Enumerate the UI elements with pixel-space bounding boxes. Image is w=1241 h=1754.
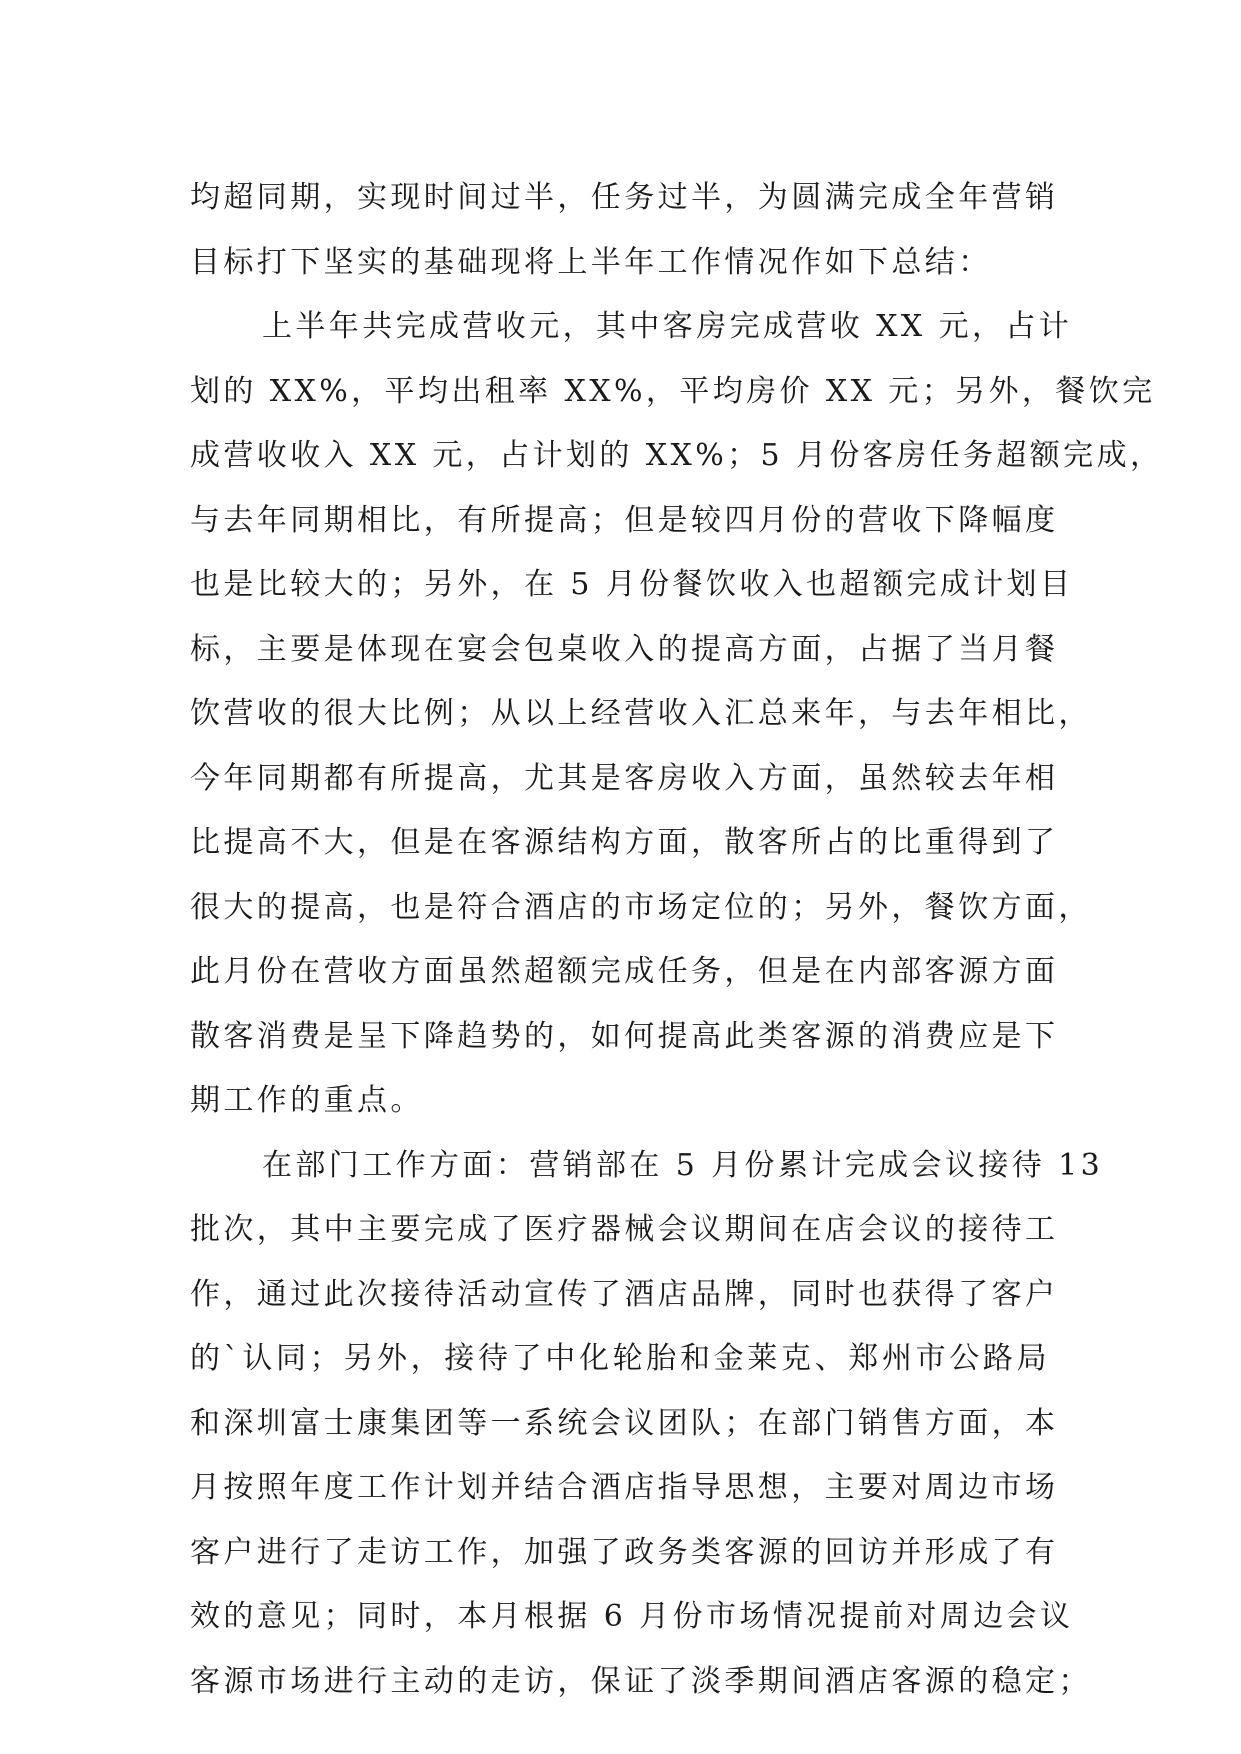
text-line: 很大的提高，也是符合酒店的市场定位的；另外，餐饮方面，	[190, 889, 1092, 925]
paragraph-last-line: 期工作的重点。	[190, 1083, 424, 1119]
text-line: 均超同期，实现时间过半，任务过半，为圆满完成全年营销	[190, 180, 1059, 216]
text-line: 月按照年度工作计划并结合酒店指导思想，主要对周边市场	[190, 1470, 1059, 1506]
text-line: 客源市场进行主动的走访，保证了淡季期间酒店客源的稳定；	[190, 1663, 1092, 1699]
text-line: 批次，其中主要完成了医疗器械会议期间在店会议的接待工	[190, 1212, 1059, 1248]
text-line: 今年同期都有所提高，尤其是客房收入方面，虽然较去年相	[190, 760, 1059, 796]
paragraph-first-line: 上半年共完成营收元，其中客房完成营收 XX 元，占计	[262, 309, 1073, 345]
text-line: 与去年同期相比，有所提高；但是较四月份的营收下降幅度	[190, 502, 1059, 538]
text-line: 散客消费是呈下降趋势的，如何提高此类客源的消费应是下	[190, 1018, 1059, 1054]
text-line: 成营收收入 XX 元，占计划的 XX%；5 月份客房任务超额完成，	[190, 438, 1164, 474]
text-line: 比提高不大，但是在客源结构方面，散客所占的比重得到了	[190, 825, 1059, 861]
text-line: 划的 XX%，平均出租率 XX%，平均房价 XX 元；另外，餐饮完	[190, 373, 1156, 409]
text-line: 标，主要是体现在宴会包桌收入的提高方面，占据了当月餐	[190, 631, 1059, 667]
text-line: 的`认同；另外，接待了中化轮胎和金莱克、郑州市公路局	[190, 1341, 1050, 1377]
text-line: 此月份在营收方面虽然超额完成任务，但是在内部客源方面	[190, 954, 1059, 990]
text-line: 也是比较大的；另外，在 5 月份餐饮收入也超额完成计划目	[190, 567, 1074, 603]
document-body	[190, 162, 1164, 1710]
text-line: 效的意见；同时，本月根据 6 月份市场情况提前对周边会议	[190, 1599, 1074, 1635]
text-line: 和深圳富士康集团等一系统会议团队；在部门销售方面，本	[190, 1405, 1059, 1441]
text-line: 作，通过此次接待活动宣传了酒店品牌，同时也获得了客户	[190, 1276, 1059, 1312]
text-line: 目标打下坚实的基础现将上半年工作情况作如下总结：	[190, 244, 992, 280]
text-line: 饮营收的很大比例；从以上经营收入汇总来年，与去年相比，	[190, 696, 1092, 732]
paragraph-first-line: 在部门工作方面：营销部在 5 月份累计完成会议接待 13	[262, 1147, 1104, 1183]
text-line: 客户进行了走访工作，加强了政务类客源的回访并形成了有	[190, 1534, 1059, 1570]
